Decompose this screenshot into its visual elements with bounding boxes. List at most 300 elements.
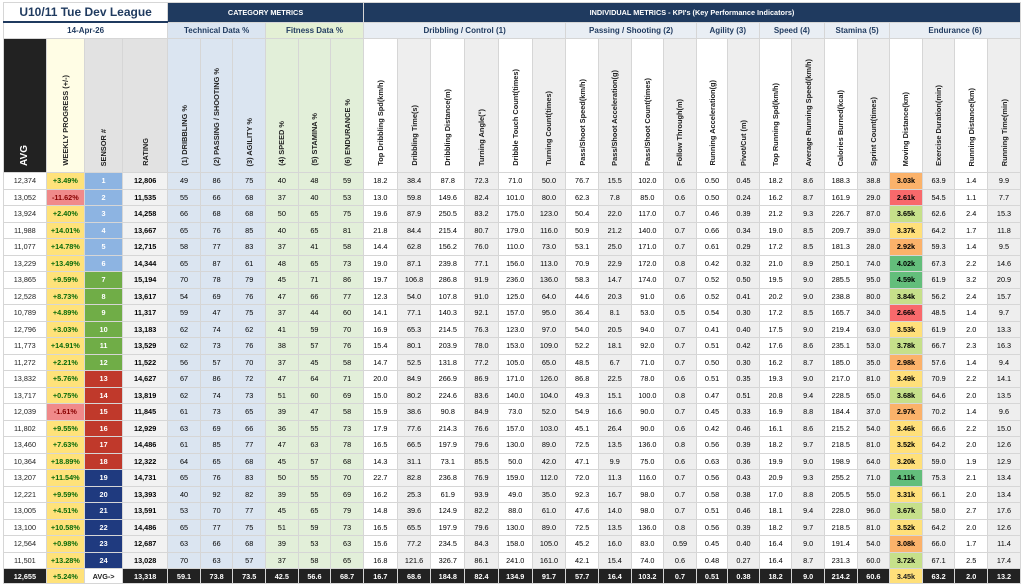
kpi-cell: 18.1 bbox=[759, 503, 792, 520]
kpi-cell: 22.7 bbox=[363, 470, 397, 487]
kpi-cell: 54.5 bbox=[922, 189, 955, 206]
moving-distance-cell: 3.37k bbox=[890, 222, 923, 239]
kpi-cell: 6.7 bbox=[598, 354, 631, 371]
kpi-cell: 95.0 bbox=[857, 272, 890, 289]
kpi-cell: 20.2 bbox=[759, 288, 792, 305]
kpi-cell: 67.1 bbox=[922, 552, 955, 569]
category-cell: 65 bbox=[298, 222, 331, 239]
category-cell: 57 bbox=[233, 552, 266, 569]
footer-kpi-cell: 0.38 bbox=[728, 569, 759, 584]
kpi-cell: 53.1 bbox=[566, 239, 599, 256]
category-cell: 65 bbox=[168, 222, 201, 239]
category-cell: 77 bbox=[233, 437, 266, 454]
kpi-cell: 126.0 bbox=[532, 371, 566, 388]
category-cell: 66 bbox=[233, 420, 266, 437]
category-cell: 85 bbox=[233, 222, 266, 239]
category-cell: 55 bbox=[298, 420, 331, 437]
kpi-cell: 14.0 bbox=[598, 503, 631, 520]
weekly-progress-cell: +0.75% bbox=[46, 387, 84, 404]
sensor-cell: 20 bbox=[84, 486, 122, 503]
col-kpi-7: Pass/Shoot Acceleration(g) bbox=[598, 39, 631, 173]
kpi-cell: 3.2 bbox=[955, 272, 988, 289]
kpi-cell: 124.9 bbox=[431, 503, 465, 520]
kpi-cell: 64.0 bbox=[857, 453, 890, 470]
kpi-cell: 31.1 bbox=[397, 453, 431, 470]
sensor-cell: 3 bbox=[84, 206, 122, 223]
footer-category-cell: 73.8 bbox=[200, 569, 233, 584]
kpi-cell: 78.0 bbox=[631, 371, 664, 388]
rating-cell: 14,486 bbox=[123, 519, 168, 536]
kpi-cell: 136.0 bbox=[631, 519, 664, 536]
moving-distance-cell: 2.61k bbox=[890, 189, 923, 206]
kpi-cell: 0.39 bbox=[728, 437, 759, 454]
rating-cell: 13,393 bbox=[123, 486, 168, 503]
category-cell: 63 bbox=[298, 437, 331, 454]
footer-category-cell: 68.7 bbox=[331, 569, 364, 584]
kpi-cell: 9.0 bbox=[792, 272, 825, 289]
kpi-cell: 0.59 bbox=[664, 536, 697, 553]
kpi-cell: 105.0 bbox=[532, 536, 566, 553]
category-cell: 75 bbox=[233, 519, 266, 536]
footer-kpi-cell: 91.7 bbox=[532, 569, 566, 584]
kpi-cell: 106.8 bbox=[397, 272, 431, 289]
kpi-cell: 17.0 bbox=[759, 486, 792, 503]
footer-kpi-cell: 57.7 bbox=[566, 569, 599, 584]
kpi-cell: 83.6 bbox=[465, 387, 499, 404]
kpi-cell: 102.0 bbox=[631, 173, 664, 190]
category-cell: 49 bbox=[168, 173, 201, 190]
kpi-cell: 0.8 bbox=[664, 255, 697, 272]
kpi-cell: 53.0 bbox=[857, 338, 890, 355]
category-cell: 69 bbox=[200, 288, 233, 305]
category-cell: 53 bbox=[168, 503, 201, 520]
kpi-cell: 64.2 bbox=[922, 222, 955, 239]
kpi-cell: 0.45 bbox=[696, 536, 727, 553]
kpi-cell: 98.0 bbox=[631, 503, 664, 520]
category-cell: 74 bbox=[200, 321, 233, 338]
kpi-cell: 16.5 bbox=[363, 437, 397, 454]
category-cell: 78 bbox=[200, 272, 233, 289]
weekly-progress-cell: +9.59% bbox=[46, 272, 84, 289]
kpi-cell: 0.7 bbox=[664, 206, 697, 223]
kpi-cell: 74.0 bbox=[857, 255, 890, 272]
avg-cell: 12,039 bbox=[4, 404, 47, 421]
sensor-cell: 13 bbox=[84, 371, 122, 388]
footer-kpi-cell: 184.8 bbox=[431, 569, 465, 584]
rating-cell: 12,715 bbox=[123, 239, 168, 256]
kpi-cell: 50.0 bbox=[498, 453, 532, 470]
moving-distance-cell: 3.84k bbox=[890, 288, 923, 305]
kpi-cell: 87.0 bbox=[857, 206, 890, 223]
dev-league-table bbox=[3, 2, 1021, 584]
kpi-cell: 59.8 bbox=[397, 189, 431, 206]
avg-cell: 13,207 bbox=[4, 470, 47, 487]
kpi-cell: 76.6 bbox=[465, 420, 499, 437]
col-agility-pct: (3) AGILITY % bbox=[233, 39, 266, 173]
kpi-cell: 86.9 bbox=[465, 371, 499, 388]
avg-cell: 13,052 bbox=[4, 189, 47, 206]
category-cell: 76 bbox=[331, 338, 364, 355]
group-passing: Passing / Shooting (2) bbox=[566, 22, 696, 39]
sensor-cell: 7 bbox=[84, 272, 122, 289]
kpi-cell: 103.0 bbox=[532, 420, 566, 437]
kpi-cell: 18.2 bbox=[759, 173, 792, 190]
kpi-cell: 16.2 bbox=[759, 354, 792, 371]
kpi-cell: 47.1 bbox=[566, 453, 599, 470]
kpi-cell: 83.2 bbox=[465, 206, 499, 223]
kpi-cell: 239.8 bbox=[431, 255, 465, 272]
category-cell: 63 bbox=[200, 552, 233, 569]
kpi-cell: 38.6 bbox=[397, 404, 431, 421]
category-cell: 45 bbox=[266, 503, 299, 520]
kpi-cell: 0.30 bbox=[728, 305, 759, 322]
category-cell: 71 bbox=[331, 371, 364, 388]
kpi-cell: 44.6 bbox=[566, 288, 599, 305]
kpi-cell: 36.4 bbox=[566, 305, 599, 322]
kpi-cell: 52.2 bbox=[566, 338, 599, 355]
avg-cell: 12,221 bbox=[4, 486, 47, 503]
col-kpi-6: Pass/Shoot Speed(km/h) bbox=[566, 39, 599, 173]
category-cell: 39 bbox=[266, 486, 299, 503]
avg-cell: 13,100 bbox=[4, 519, 47, 536]
kpi-cell: 2.2 bbox=[955, 420, 988, 437]
kpi-cell: 17.2 bbox=[759, 239, 792, 256]
category-cell: 69 bbox=[200, 420, 233, 437]
rating-cell: 14,627 bbox=[123, 371, 168, 388]
kpi-cell: 9.5 bbox=[988, 239, 1021, 256]
kpi-cell: 20.9 bbox=[759, 470, 792, 487]
table-row bbox=[4, 305, 1021, 322]
kpi-cell: 15.5 bbox=[598, 173, 631, 190]
kpi-cell: 9.0 bbox=[792, 371, 825, 388]
rating-cell: 13,529 bbox=[123, 338, 168, 355]
kpi-cell: 62.3 bbox=[566, 189, 599, 206]
kpi-cell: 54.0 bbox=[397, 288, 431, 305]
kpi-cell: 18.2 bbox=[363, 173, 397, 190]
category-cell: 75 bbox=[331, 206, 364, 223]
group-agility: Agility (3) bbox=[696, 22, 759, 39]
kpi-cell: 14.7 bbox=[363, 354, 397, 371]
kpi-cell: 0.39 bbox=[728, 519, 759, 536]
kpi-cell: 20.9 bbox=[988, 272, 1021, 289]
kpi-cell: 0.7 bbox=[664, 338, 697, 355]
kpi-cell: 16.9 bbox=[759, 404, 792, 421]
kpi-cell: 65.0 bbox=[532, 354, 566, 371]
kpi-cell: 58.3 bbox=[566, 272, 599, 289]
col-stamina-pct: (5) STAMINA % bbox=[298, 39, 331, 173]
col-kpi-16: Moving Distance(km) bbox=[890, 39, 923, 173]
footer-kpi-cell: 214.2 bbox=[824, 569, 857, 584]
kpi-cell: 7.8 bbox=[598, 189, 631, 206]
footer-kpi-cell: 68.6 bbox=[397, 569, 431, 584]
kpi-cell: 1.1 bbox=[955, 189, 988, 206]
category-cell: 55 bbox=[298, 486, 331, 503]
kpi-cell: 59.3 bbox=[922, 239, 955, 256]
kpi-cell: 112.0 bbox=[532, 470, 566, 487]
kpi-cell: 236.0 bbox=[498, 272, 532, 289]
kpi-cell: 0.51 bbox=[728, 387, 759, 404]
rating-cell: 13,617 bbox=[123, 288, 168, 305]
kpi-cell: 0.52 bbox=[696, 272, 727, 289]
category-cell: 79 bbox=[233, 272, 266, 289]
category-cell: 77 bbox=[200, 239, 233, 256]
kpi-cell: 12.6 bbox=[988, 519, 1021, 536]
kpi-cell: 84.4 bbox=[397, 222, 431, 239]
kpi-cell: 0.51 bbox=[696, 338, 727, 355]
avg-cell: 13,229 bbox=[4, 255, 47, 272]
kpi-cell: 9.7 bbox=[792, 519, 825, 536]
kpi-cell: 25.3 bbox=[397, 486, 431, 503]
kpi-cell: 87.1 bbox=[397, 255, 431, 272]
kpi-cell: 0.52 bbox=[696, 288, 727, 305]
kpi-cell: 16.3 bbox=[988, 338, 1021, 355]
kpi-cell: 8.7 bbox=[792, 354, 825, 371]
kpi-cell: 35.0 bbox=[532, 486, 566, 503]
kpi-cell: 0.56 bbox=[696, 470, 727, 487]
kpi-cell: 113.0 bbox=[532, 255, 566, 272]
category-cell: 71 bbox=[298, 272, 331, 289]
table-row bbox=[4, 453, 1021, 470]
group-stamina: Stamina (5) bbox=[824, 22, 889, 39]
kpi-cell: 93.9 bbox=[465, 486, 499, 503]
kpi-cell: 8.6 bbox=[792, 338, 825, 355]
col-kpi-5: Turning Count(times) bbox=[532, 39, 566, 173]
category-cell: 77 bbox=[233, 503, 266, 520]
kpi-cell: 84.9 bbox=[465, 404, 499, 421]
category-cell: 66 bbox=[298, 288, 331, 305]
sensor-cell: 2 bbox=[84, 189, 122, 206]
kpi-cell: 8.9 bbox=[792, 255, 825, 272]
kpi-cell: 16.7 bbox=[598, 486, 631, 503]
category-cell: 57 bbox=[200, 354, 233, 371]
table-row bbox=[4, 503, 1021, 520]
category-cell: 73 bbox=[233, 387, 266, 404]
kpi-cell: 85.0 bbox=[631, 189, 664, 206]
table-row bbox=[4, 206, 1021, 223]
kpi-cell: 226.7 bbox=[824, 206, 857, 223]
category-cell: 59 bbox=[168, 305, 201, 322]
kpi-cell: 198.9 bbox=[824, 453, 857, 470]
category-cell: 70 bbox=[168, 552, 201, 569]
kpi-cell: 2.2 bbox=[955, 371, 988, 388]
category-cell: 64 bbox=[168, 453, 201, 470]
avg-cell: 13,005 bbox=[4, 503, 47, 520]
kpi-cell: 2.0 bbox=[955, 519, 988, 536]
kpi-cell: 2.5 bbox=[955, 552, 988, 569]
kpi-cell: 15.0 bbox=[988, 420, 1021, 437]
kpi-cell: 72.3 bbox=[465, 173, 499, 190]
category-cell: 50 bbox=[266, 470, 299, 487]
individual-metrics-header: INDIVIDUAL METRICS - KPI's (Key Performance Indicators) bbox=[363, 3, 1020, 23]
category-cell: 48 bbox=[266, 255, 299, 272]
kpi-cell: 0.63 bbox=[696, 453, 727, 470]
category-cell: 73 bbox=[331, 420, 364, 437]
kpi-cell: 9.9 bbox=[988, 173, 1021, 190]
avg-cell: 12,564 bbox=[4, 536, 47, 553]
category-cell: 37 bbox=[266, 552, 299, 569]
category-cell: 76 bbox=[233, 288, 266, 305]
category-cell: 77 bbox=[200, 519, 233, 536]
kpi-cell: 61.9 bbox=[431, 486, 465, 503]
kpi-cell: 14.1 bbox=[988, 371, 1021, 388]
weekly-progress-cell: +7.63% bbox=[46, 437, 84, 454]
moving-distance-cell: 3.53k bbox=[890, 321, 923, 338]
kpi-cell: 64.0 bbox=[532, 288, 566, 305]
table-row bbox=[4, 536, 1021, 553]
kpi-cell: 2.0 bbox=[955, 321, 988, 338]
average-row bbox=[4, 569, 1021, 584]
rating-cell: 12,806 bbox=[123, 173, 168, 190]
col-kpi-19: Running Time(min) bbox=[988, 39, 1021, 173]
kpi-cell: 77.1 bbox=[465, 255, 499, 272]
kpi-cell: 140.0 bbox=[498, 387, 532, 404]
kpi-cell: 0.56 bbox=[696, 437, 727, 454]
kpi-cell: 13.5 bbox=[988, 387, 1021, 404]
kpi-cell: 86.8 bbox=[566, 371, 599, 388]
category-cell: 65 bbox=[168, 255, 201, 272]
sensor-cell: 5 bbox=[84, 239, 122, 256]
kpi-cell: 0.7 bbox=[664, 239, 697, 256]
kpi-cell: 81.0 bbox=[857, 371, 890, 388]
kpi-cell: 123.0 bbox=[498, 321, 532, 338]
kpi-cell: 2.1 bbox=[955, 470, 988, 487]
kpi-cell: 12.3 bbox=[363, 288, 397, 305]
kpi-cell: 16.1 bbox=[759, 420, 792, 437]
category-cell: 47 bbox=[266, 371, 299, 388]
col-kpi-13: Average Running Speed(km/h) bbox=[792, 39, 825, 173]
kpi-cell: 76.3 bbox=[465, 321, 499, 338]
category-cell: 62 bbox=[233, 321, 266, 338]
weekly-progress-cell: +14.91% bbox=[46, 338, 84, 355]
category-metrics-header: CATEGORY METRICS bbox=[168, 3, 364, 23]
kpi-cell: 94.0 bbox=[631, 321, 664, 338]
kpi-cell: 117.0 bbox=[631, 206, 664, 223]
kpi-cell: 67.3 bbox=[922, 255, 955, 272]
kpi-cell: 0.50 bbox=[696, 189, 727, 206]
kpi-cell: 0.38 bbox=[728, 486, 759, 503]
category-cell: 59 bbox=[298, 519, 331, 536]
kpi-cell: 8.6 bbox=[792, 420, 825, 437]
kpi-cell: 77.2 bbox=[465, 354, 499, 371]
col-kpi-15: Sprint Count(times) bbox=[857, 39, 890, 173]
category-cell: 62 bbox=[168, 387, 201, 404]
kpi-cell: 215.4 bbox=[431, 222, 465, 239]
kpi-cell: 197.9 bbox=[431, 519, 465, 536]
kpi-cell: 20.3 bbox=[598, 288, 631, 305]
kpi-cell: 19.5 bbox=[759, 272, 792, 289]
kpi-cell: 157.0 bbox=[498, 420, 532, 437]
kpi-cell: 286.8 bbox=[431, 272, 465, 289]
kpi-cell: 82.2 bbox=[465, 503, 499, 520]
avg-cell: 11,773 bbox=[4, 338, 47, 355]
kpi-cell: 15.4 bbox=[363, 338, 397, 355]
avg-cell: 12,796 bbox=[4, 321, 47, 338]
kpi-cell: 8.1 bbox=[598, 305, 631, 322]
kpi-cell: 74.0 bbox=[631, 552, 664, 569]
category-cell: 57 bbox=[298, 453, 331, 470]
table-row bbox=[4, 255, 1021, 272]
kpi-cell: 54.0 bbox=[857, 420, 890, 437]
col-weekly-progress: WEEKLY PROGRESS (+/-) bbox=[46, 39, 84, 173]
category-cell: 39 bbox=[266, 404, 299, 421]
col-kpi-12: Top Running Spd(km/h) bbox=[759, 39, 792, 173]
kpi-cell: 81.0 bbox=[857, 519, 890, 536]
kpi-cell: 0.6 bbox=[664, 453, 697, 470]
category-cell: 47 bbox=[298, 404, 331, 421]
footer-kpi-cell: 103.2 bbox=[631, 569, 664, 584]
category-cell: 55 bbox=[168, 189, 201, 206]
sensor-cell: 14 bbox=[84, 387, 122, 404]
footer-weekly: +5.24% bbox=[46, 569, 84, 584]
kpi-cell: 175.0 bbox=[498, 206, 532, 223]
kpi-cell: 28.0 bbox=[857, 239, 890, 256]
kpi-cell: 0.7 bbox=[664, 486, 697, 503]
kpi-cell: 0.33 bbox=[728, 404, 759, 421]
avg-cell: 13,717 bbox=[4, 387, 47, 404]
category-cell: 47 bbox=[266, 288, 299, 305]
moving-distance-cell: 3.08k bbox=[890, 536, 923, 553]
col-kpi-1: Dribbling Time(s) bbox=[397, 39, 431, 173]
kpi-cell: 9.4 bbox=[792, 503, 825, 520]
kpi-cell: 188.3 bbox=[824, 173, 857, 190]
kpi-cell: 123.0 bbox=[532, 206, 566, 223]
table-row bbox=[4, 222, 1021, 239]
kpi-cell: 95.0 bbox=[532, 305, 566, 322]
kpi-cell: 72.5 bbox=[566, 519, 599, 536]
category-cell: 68 bbox=[233, 453, 266, 470]
kpi-cell: 140.3 bbox=[431, 305, 465, 322]
category-cell: 40 bbox=[168, 486, 201, 503]
kpi-cell: 15.9 bbox=[363, 404, 397, 421]
kpi-cell: 238.8 bbox=[824, 288, 857, 305]
kpi-cell: 11.8 bbox=[988, 222, 1021, 239]
sensor-cell: 23 bbox=[84, 536, 122, 553]
kpi-cell: 29.0 bbox=[857, 189, 890, 206]
sensor-cell: 9 bbox=[84, 305, 122, 322]
sensor-cell: 11 bbox=[84, 338, 122, 355]
kpi-cell: 9.6 bbox=[988, 404, 1021, 421]
kpi-cell: 2.0 bbox=[955, 486, 988, 503]
kpi-cell: 86.1 bbox=[465, 552, 499, 569]
kpi-cell: 66.1 bbox=[922, 486, 955, 503]
kpi-cell: 65.0 bbox=[857, 387, 890, 404]
category-cell: 45 bbox=[266, 272, 299, 289]
kpi-cell: 2.0 bbox=[955, 437, 988, 454]
kpi-cell: 1.4 bbox=[955, 173, 988, 190]
kpi-cell: 1.4 bbox=[955, 239, 988, 256]
avg-cell: 12,374 bbox=[4, 173, 47, 190]
kpi-cell: 16.8 bbox=[363, 552, 397, 569]
kpi-cell: 159.0 bbox=[498, 470, 532, 487]
kpi-cell: 13.5 bbox=[598, 519, 631, 536]
kpi-cell: 0.6 bbox=[664, 371, 697, 388]
table-row bbox=[4, 519, 1021, 536]
kpi-cell: 62.6 bbox=[922, 206, 955, 223]
avg-cell: 11,802 bbox=[4, 420, 47, 437]
kpi-cell: 161.9 bbox=[824, 189, 857, 206]
kpi-cell: 7.7 bbox=[988, 189, 1021, 206]
avg-cell: 12,528 bbox=[4, 288, 47, 305]
sensor-cell: 16 bbox=[84, 420, 122, 437]
footer-rating: 13,318 bbox=[123, 569, 168, 584]
col-avg: AVG bbox=[4, 39, 47, 173]
kpi-cell: 73.0 bbox=[498, 404, 532, 421]
kpi-cell: 156.2 bbox=[431, 239, 465, 256]
kpi-cell: 82.4 bbox=[465, 189, 499, 206]
weekly-progress-cell: +9.59% bbox=[46, 486, 84, 503]
rating-cell: 13,819 bbox=[123, 387, 168, 404]
kpi-cell: 80.0 bbox=[532, 189, 566, 206]
